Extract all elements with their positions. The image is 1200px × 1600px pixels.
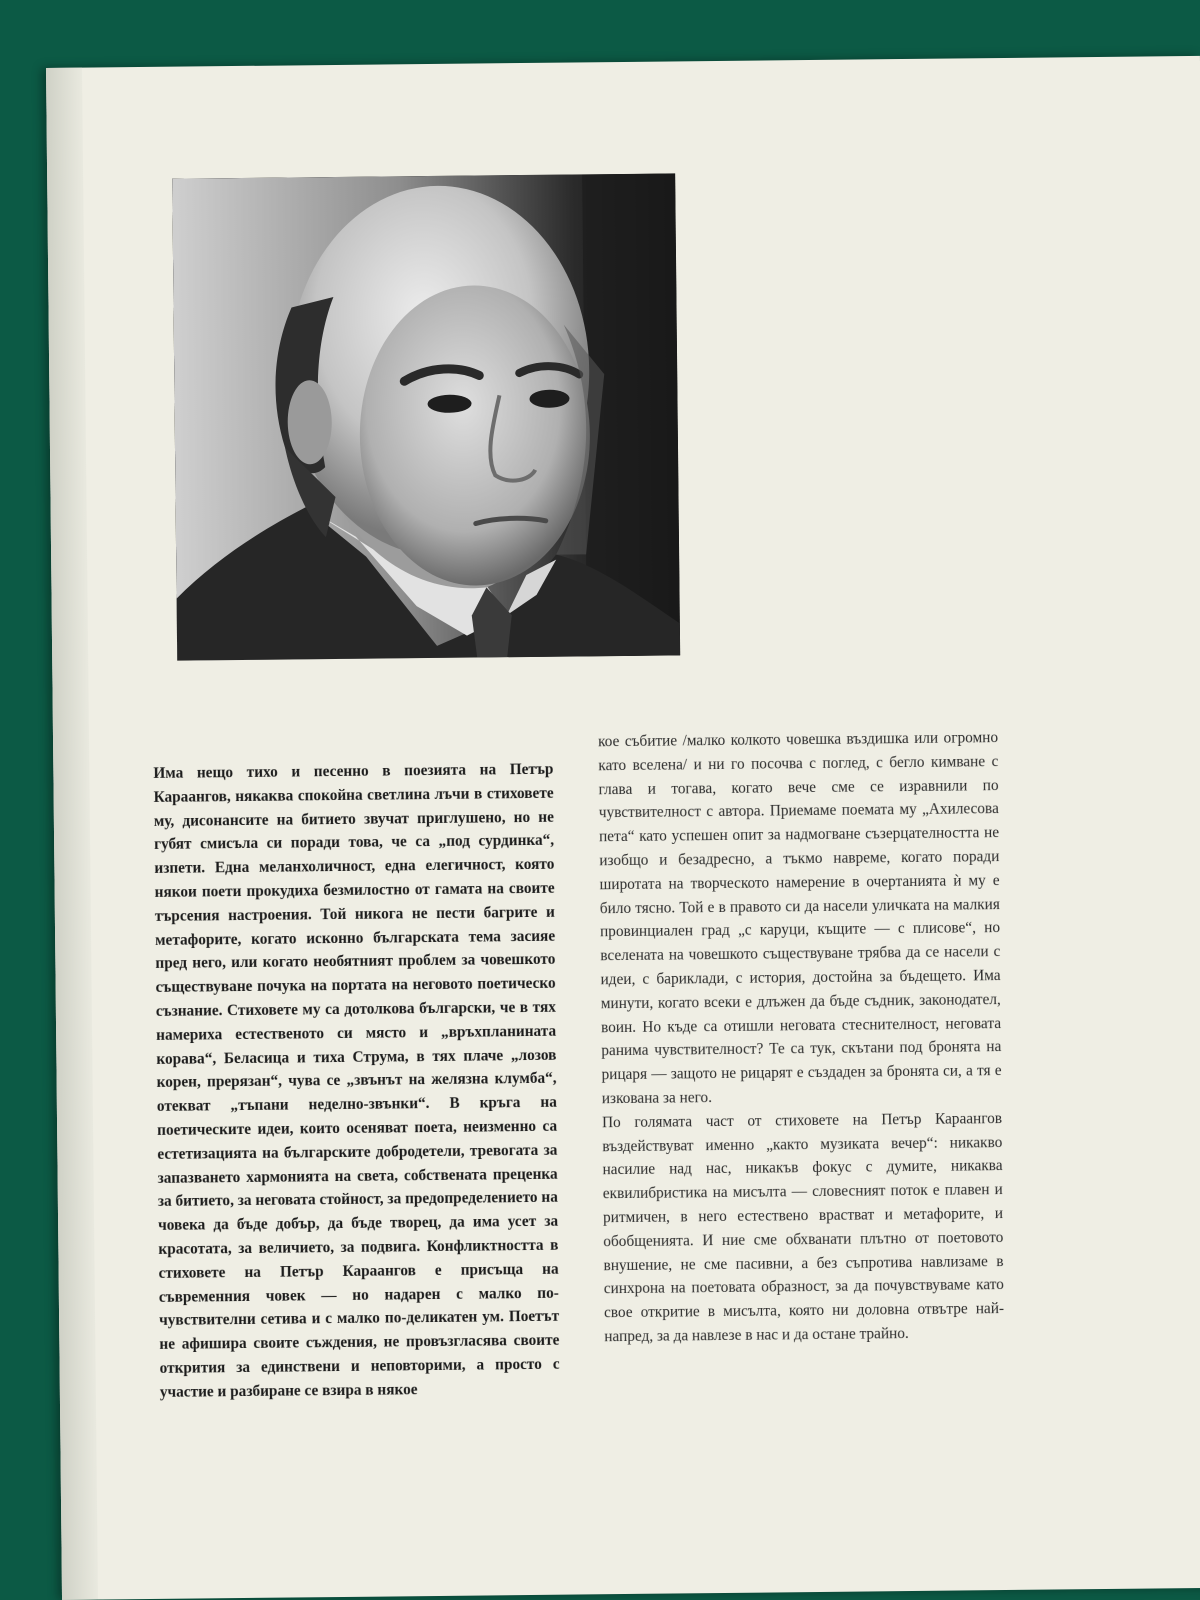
author-portrait	[172, 173, 680, 660]
article-paragraph: По голямата част от стиховете на Петър Караангов въздействуват именно „както музиката вечер“: никакво насилие над нас, никакъв фокус с думите, никаква еквилибристика на мисълта — словесният поток е плавен и ритмичен, в него естествено врастват и метафорите, и обобщенията. И ние сме обхванати плътно от поетовото внушение, не сме пасивни, а без съпротива навлизаме в синхрона на поетовата образност, за да почувствуваме като свое откритие в мисълта, която ни доловна отвътре най-напред, за да навлезе в нас и да остане трайно.	[601, 1109, 1005, 1346]
article-paragraph: кое събитие /малко колкото човешка въздишка или огромно като вселена/ и ни го посочва с поглед, с бегло кимване с глава и тогава, когато вече сме се изравнили по чувствителност с автора. Приемаме поемата му „Ахилесова пета“ като успешен опит за надмогване съзерцателността не изобщо и безадресно, а тъкмо навреме, когато поради широтата на творческото намерение в очертанията ѝ му е било тясно. Той е в правото си да насели уличката на малкия провинциален град „с каруци, къщите — с плисове“, но вселената на човешкото съществуване трябва да се насели с идеи, с бариклади, с история, достойна за бъдещето. Има минути, когато всеки е длъжен да бъде съдник, законодател, воин. Но къде са отишли неговата стеснителност, неговата ранима чувствителност? Те са тук, скътани под бронята на рицаря — защото не рицарят е създаден за бронята си, а тя е изкована за него.	[597, 729, 1002, 1108]
article-column-right	[598, 726, 1004, 1349]
article-paragraph: Има нещо тихо и песенно в поезията на Петър Караангов, някаква спокойна светлина лъчи в стиховете му, дисонансите на битието звучат приглушено, но не губят смисъла си поради това, че са „под сурдинка“, изпети. Една меланхоличност, една елегичност, която някои поети прокудиха безмилостно от гамата на своите търсения настроения. Той никога не пести багрите и метафорите, когато исконно българската тема засияе пред него, или когато необятният проблем за човешкото съществуване почука на портата на неговото поетическо съзнание. Стиховете му са дотолкова български, че в тях намериха естественото си място и „връхпланината корава“, Беласица и тиха Струма, в тях плаче „лозов корен, прерязан“, чува се „звънът на желязна клумба“, отекват „тъпани неделно-звънки“. В кръга на поетическите идеи, които осеняват поета, неизменно са естетизацията на българските добродетели, тревогата за запазването хармонията на света, собствената преценка за битието, за неговата стойност, за предопределението на човека да бъде добър, да бъде творец, да има усет за красотата, за величието, за подвига. Конфликтността в стиховете на Петър Караангов е присъща на съвременния човек — но надарен с малко по-чувствителни сетива и с малко по-деликатен ум. Поетът не афишира своите съждения, не провъзгласява своите открития за единствени и неповторими, а просто с участие и разбиране се взира в някое	[153, 760, 560, 1401]
article-column-left	[153, 758, 560, 1405]
book-page	[46, 56, 1200, 1600]
page-edge	[46, 68, 98, 1600]
